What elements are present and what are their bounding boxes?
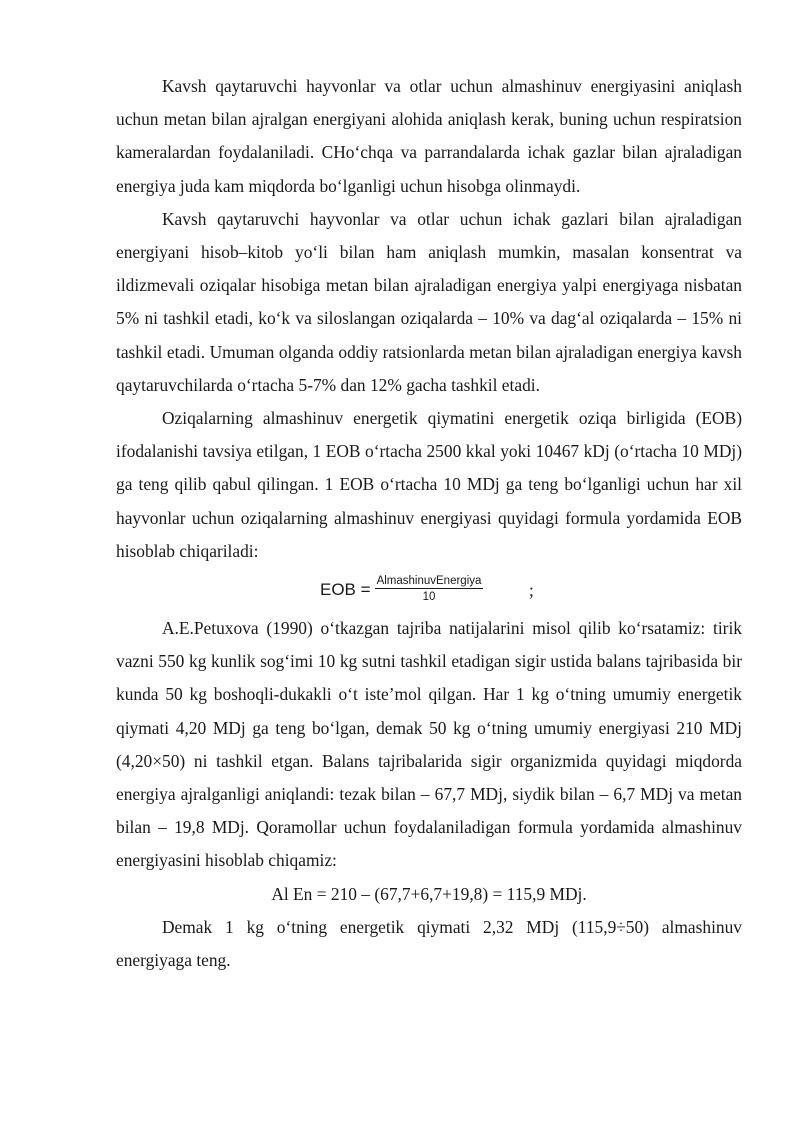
formula-numerator: AlmashinuvEnergiya [376,575,482,588]
paragraph-methane-energy: Kavsh qaytaruvchi hayvonlar va otlar uchun almashinuv energiyasini aniqlash uchun metan bilan ajralgan energiyani alohida aniqlash kerak, buning uchun respiratsion kameralardan foydalaniladi. CHo‘chqa va parrandalarda ichak gazlar bilan ajraladigan energiya juda kam miqdorda bo‘lganligi uchun hisobga olinmaydi. [116,76,742,196]
formula-semicolon: ; [529,580,534,601]
paragraph-intestinal-gases: Kavsh qaytaruvchi hayvonlar va otlar uchun ichak gazlari bilan ajraladigan energiyani hisob–kitob yo‘li bilan ham aniqlash mumkin, masalan konsentrat va ildizmevali oziqalar hisobiga metan bilan ajraladigan energiya yalpi energiyaga nisbatan 5% ni tashkil etadi, ko‘k va siloslangan oziqalarda – 10% va dag‘al oziqalarda – 15% ni tashkil etadi. Umuman olganda oddiy ratsionlarda metan bilan ajraladigan energiya kavsh qaytaruvchilarda o‘rtacha 5-7% dan 12% gacha tashkil etadi. [116,208,742,395]
paragraph-conclusion: Demak 1 kg o‘tning energetik qiymati 2,32 MDj (115,9÷50) almashinuv energiyaga teng. [116,916,742,971]
calculation-line: Al En = 210 – (67,7+6,7+19,8) = 115,9 MDj. [271,883,587,904]
document-page [116,70,742,977]
formula-denominator: 10 [422,591,436,604]
eob-formula-row [116,568,742,612]
eob-formula [320,574,483,605]
paragraph-petuxova-example: A.E.Petuxova (1990) o‘tkazgan tajriba natijalarini misol qilib ko‘rsatamiz: tirik vazni 550 kg kunlik sog‘imi 10 kg sutni tashkil etadigan sigir ustida balans tajribasida bir kunda 50 kg boshoqli-dukakli o‘t iste’mol qilgan. Har 1 kg o‘tning umumiy energetik qiymati 4,20 MDj ga teng bo‘lgan, demak 50 kg o‘tning umumiy energiyasi 210 MDj (4,20×50) ni tashkil etgan. Balans tajribalarida sigir organizmida quyidagi miqdorda energiya ajralganligi aniqlandi: tezak bilan – 67,7 MDj, siydik bilan – 6,7 MDj va metan bilan – 19,8 MDj. Qoramollar uchun foydalaniladigan formula yordamida almashinuv energiyasini hisoblab chiqamiz: [116,618,742,871]
formula-lhs: EOB = [320,579,371,599]
paragraph-eob-definition: Oziqalarning almashinuv energetik qiymatini energetik oziqa birligida (EOB) ifodalanishi tavsiya etilgan, 1 EOB o‘rtacha 2500 kkal yoki 10467 kDj (o‘rtacha 10 MDj) ga teng qilib qabul qilingan. 1 EOB o‘rtacha 10 MDj ga teng bo‘lganligi uchun har xil hayvonlar uchun oziqalarning almashinuv energiyasi quyidagi formula yordamida EOB hisoblab chiqariladi: [116,408,742,561]
formula-fraction [375,574,484,605]
